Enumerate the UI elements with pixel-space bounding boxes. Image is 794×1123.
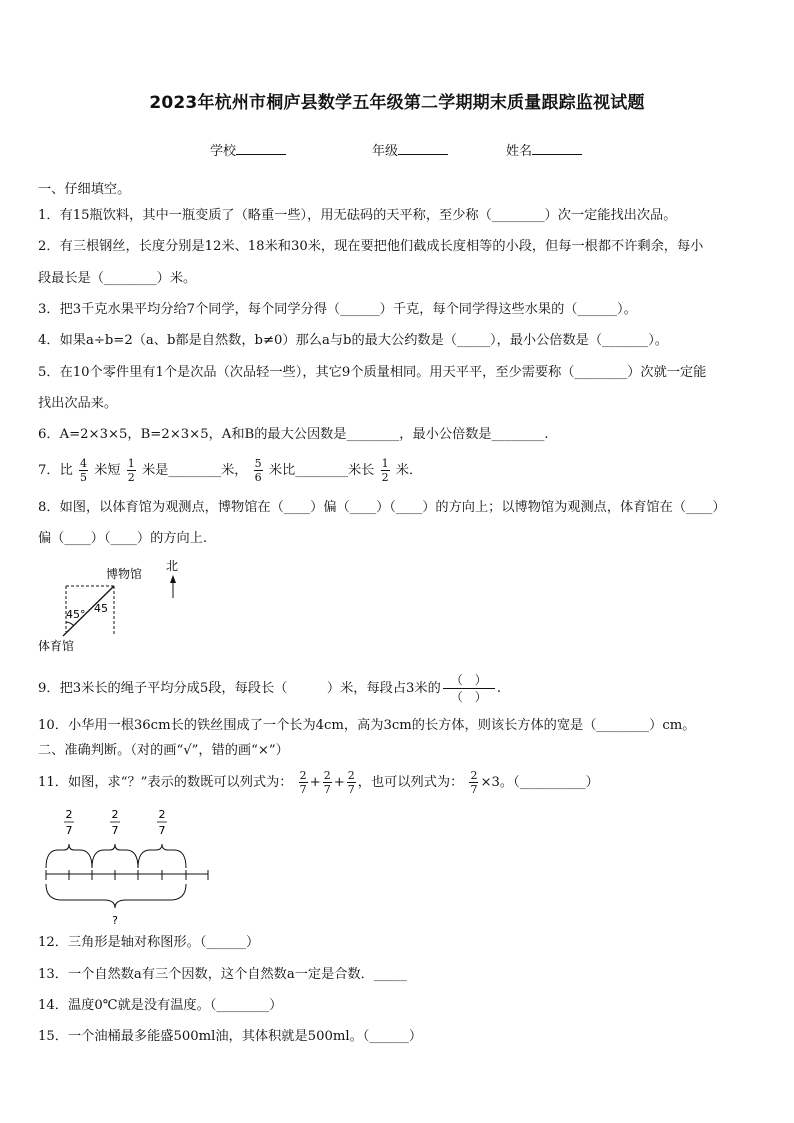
q11-plus-1: + [309,775,321,790]
segment-label-numerator-2: 2 [111,808,119,821]
question-11 [38,768,760,798]
q9-text-1: 9．把3米长的绳子平均分成5段，每段长（ ）米，每段占3米的 [38,681,441,696]
gym-label: 体育馆 [38,639,75,653]
question-8-line-2: 偏（____）（____）的方向上. [38,531,208,546]
q11-fraction-3: $\frac{2}{7}$ [347,769,355,796]
q9-text-2: . [496,681,502,696]
name-field[interactable] [506,140,582,159]
q7-fraction-1: $\frac{4}{5}$ [79,457,87,484]
q7-fraction-4: $\frac{1}{2}$ [381,457,389,484]
q7-text-3: 米是________米， [141,463,248,478]
question-15: 15．一个油桶最多能盛500ml油，其体积就是500ml。（______） [38,1029,423,1044]
question-14: 14．温度0℃就是没有温度。（________） [38,998,283,1013]
q7-fraction-2: $\frac{1}{2}$ [127,457,135,484]
school-field[interactable] [210,140,286,159]
segment-label-denominator-2: 7 [111,824,119,837]
q11-text-1: 11．如图，求“？”表示的数既可以列式为： [38,775,293,790]
name-label: 姓名 [506,144,533,159]
segment-label-denominator-1: 7 [65,824,73,837]
section-heading-fill-in: 一、仔细填空。 [38,182,131,197]
q11-text-2: ，也可以列式为： [357,775,464,790]
question-8-line-1: 8．如图，以体育馆为观测点，博物馆在（____）偏（____）（____）的方向上；以博物馆为观测点，体育馆在（____） [38,500,726,515]
question-6: 6．A=2×3×5，B=2×3×5，A和B的最大公因数是________，最小公倍数是________. [38,427,549,442]
question-5-line-2: 找出次品来。 [38,396,118,411]
question-10: 10．小华用一根36cm长的铁丝围成了一个长为4cm，高为3cm的长方体，则该长方体的宽是（________）cm。 [38,718,696,733]
page-title: 2023年杭州市桐庐县数学五年级第二学期期末质量跟踪监视试题 [149,93,645,113]
question-5-line-1: 5．在10个零件里有1个是次品（次品轻一些），其它9个质量相同。用天平平，至少需要称（________）次就一定能 [38,365,707,380]
school-blank[interactable] [236,142,286,155]
museum-label: 博物馆 [106,567,143,581]
question-13: 13．一个自然数a有三个因数，这个自然数a一定是合数．_____ [38,967,407,982]
question-9 [38,672,760,706]
q7-fraction-3: $\frac{5}{6}$ [254,457,262,484]
q9-fraction: $\frac{( )}{( )}$ [443,673,495,704]
segment-label-numerator-3: 2 [158,808,166,821]
question-2-line-1: 2．有三根钢丝，长度分别是12米、18米和30米，现在要把他们截成长度相等的小段，但每一根都不许剩余，每小 [38,239,704,254]
section-heading-judge: 二、准确判断。（对的画“√”，错的画“×”） [38,743,289,758]
q7-text-2: 米短 [94,463,121,478]
brace-bottom [46,884,186,908]
brace-top-3 [138,844,186,868]
north-arrow-icon [170,575,176,583]
grade-field[interactable] [372,140,448,159]
q7-text-4: 米比________米长 [268,463,375,478]
grade-label: 年级 [372,144,399,159]
q7-text-5: 米． [395,463,423,478]
segment-label-denominator-3: 7 [158,824,166,837]
angle-label-2: 45 [94,602,108,615]
grade-blank[interactable] [398,142,448,155]
question-7 [38,456,760,486]
brace-top-2 [92,844,138,868]
brace-top-1 [46,844,92,868]
school-label: 学校 [210,144,237,159]
question-12: 12．三角形是轴对称图形。（______） [38,935,260,950]
q11-plus-2: + [333,775,345,790]
direction-diagram [30,556,200,656]
question-mark-label: ? [112,914,118,927]
number-line-diagram [38,806,218,930]
question-3: 3．把3千克水果平均分给7个同学，每个同学分得（______）千克，每个同学得这些水果的（______）。 [38,302,637,317]
q7-text-1: 7．比 [38,463,73,478]
name-blank[interactable] [532,142,582,155]
q11-fraction-4: $\frac{2}{7}$ [470,769,478,796]
angle-label-1: 45° [66,608,86,621]
q11-fraction-2: $\frac{2}{7}$ [323,769,331,796]
question-2-line-2: 段最长是（________）米。 [38,271,197,286]
question-1: 1．有15瓶饮料，其中一瓶变质了（略重一些），用无砝码的天平称，至少称（________）次一定能找出次品。 [38,208,677,223]
north-label: 北 [166,559,179,573]
segment-label-numerator-1: 2 [65,808,73,821]
angle-arc [66,622,74,626]
question-4: 4．如果a÷b=2（a、b都是自然数，b≠0）那么a与b的最大公约数是（_____），最小公倍数是（_______）。 [38,333,668,348]
q11-fraction-1: $\frac{2}{7}$ [299,769,307,796]
q11-text-3: ×3。（__________） [480,775,599,790]
